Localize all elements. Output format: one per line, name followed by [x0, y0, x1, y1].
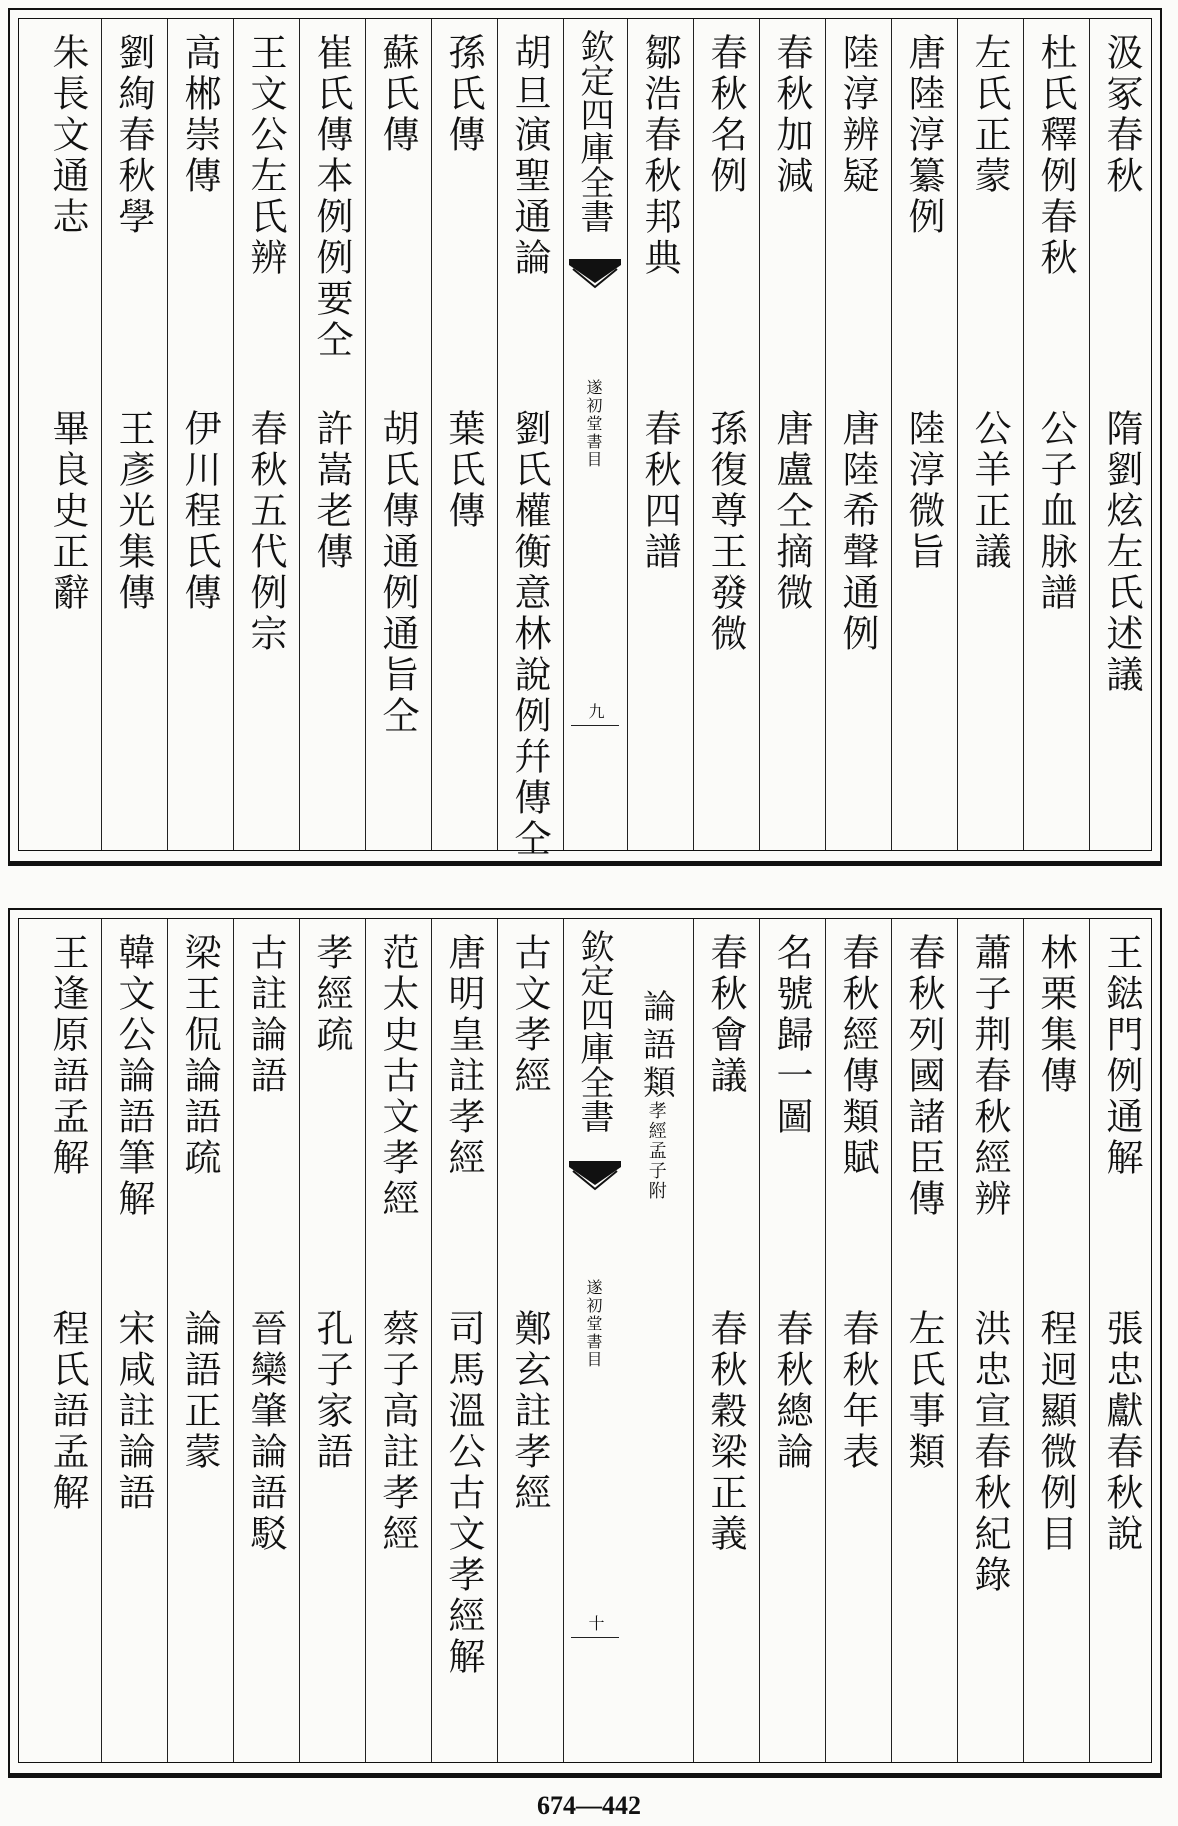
entry-title: 汲冢春秋: [1100, 33, 1143, 197]
entry-title: 崔氏傳本例例要仝: [310, 33, 353, 361]
entry-title: 張忠獻春秋說: [1100, 1309, 1143, 1555]
bottom-col-4: [891, 919, 957, 1762]
bottom-col-12: [233, 919, 299, 1762]
entry-title: 孫氏傳: [442, 33, 485, 156]
bottom-col-2: [1023, 919, 1089, 1762]
entry-title: 古文孝經: [508, 933, 551, 1097]
section-note: 孝經孟子附: [645, 1101, 667, 1201]
entry-title: 唐陸希聲通例: [836, 409, 879, 655]
top-col-2: [1023, 19, 1089, 850]
bottom-col-8: [497, 919, 563, 1762]
bottom-col-10: [365, 919, 431, 1762]
top-col-13: [233, 19, 299, 850]
top-col-4: [891, 19, 957, 850]
entry-title: 程氏語孟解: [46, 1309, 89, 1514]
entry-title: 葉氏傳: [442, 409, 485, 532]
entry-title: 王彥光集傳: [112, 409, 155, 614]
entry-title: 王文公左氏辨: [244, 33, 287, 279]
entry-title: 孝經疏: [310, 933, 353, 1056]
column-rule: [759, 919, 760, 1762]
reprint-page-number: 674—442: [537, 1791, 641, 1820]
entry-title: 隋劉炫左氏述議: [1100, 409, 1143, 696]
entry-title: 春秋會議: [704, 933, 747, 1097]
column-rule: [1089, 919, 1090, 1762]
entry-title: 劉氏權衡意林說例幷傳仝: [508, 409, 551, 860]
top-col-5: [825, 19, 891, 850]
entry-title: 韓文公論語筆解: [112, 933, 155, 1220]
entry-title: 春秋總論: [770, 1309, 813, 1473]
bottom-col-15: [35, 919, 101, 1762]
column-rule: [365, 19, 366, 850]
entry-title: 王逢原語孟解: [46, 933, 89, 1179]
top-col-12: [299, 19, 365, 850]
entry-title: 蘇氏傳: [376, 33, 419, 156]
entry-title: 公羊正議: [968, 409, 1011, 573]
column-rule: [497, 919, 498, 1762]
entry-title: 春秋列國諸臣傳: [902, 933, 945, 1220]
column-rule: [693, 919, 694, 1762]
bottom-col-3: [957, 919, 1023, 1762]
page-number: 九: [586, 703, 605, 723]
column-rule: [233, 919, 234, 1762]
entry-title: 程迥顯微例目: [1034, 1309, 1077, 1555]
entry-title: 鄭玄註孝經: [508, 1309, 551, 1514]
entry-title: 宋咸註論語: [112, 1309, 155, 1514]
upper-folio-page: [8, 8, 1162, 866]
column-rule: [563, 19, 564, 850]
entry-title: 古註論語: [244, 933, 287, 1097]
section-heading-column: [627, 919, 693, 1762]
entry-title: 高郴崇傳: [178, 33, 221, 197]
entry-title: 蔡子高註孝經: [376, 1309, 419, 1555]
entry-title: 孫復尊王發微: [704, 409, 747, 655]
column-rule: [563, 919, 564, 1762]
column-rule: [365, 919, 366, 1762]
entry-title: 陸淳微旨: [902, 409, 945, 573]
top-col-9: [497, 19, 563, 860]
column-rule: [497, 19, 498, 850]
bottom-col-14: [101, 919, 167, 1762]
entry-title: 鄒浩春秋邦典: [638, 33, 681, 279]
column-rule: [891, 919, 892, 1762]
entry-title: 梁王侃論語疏: [178, 933, 221, 1179]
upper-folio-frame: [18, 18, 1152, 860]
entry-title: 春秋經傳類賦: [836, 933, 879, 1179]
top-col-10: [431, 19, 497, 850]
entry-title: 司馬溫公古文孝經解: [442, 1309, 485, 1678]
entry-title: 伊川程氏傳: [178, 409, 221, 614]
header-title: 欽定四庫全書: [574, 929, 614, 1133]
column-rule: [431, 919, 432, 1762]
entry-title: 胡氏傳通例通旨仝: [376, 409, 419, 737]
top-col-11: [365, 19, 431, 850]
column-rule: [957, 919, 958, 1762]
column-rule: [891, 19, 892, 850]
column-rule: [1023, 19, 1024, 850]
top-col-16: [35, 19, 101, 850]
entry-title: 晉欒肇論語駁: [244, 1309, 287, 1555]
entry-title: 公子血脉譜: [1034, 409, 1077, 614]
entry-title: 陸淳辨疑: [836, 33, 879, 197]
entry-title: 范太史古文孝經: [376, 933, 419, 1220]
entry-title: 唐明皇註孝經: [442, 933, 485, 1179]
entry-title: 林栗集傳: [1034, 933, 1077, 1097]
entry-title: 洪忠宣春秋紀錄: [968, 1309, 1011, 1596]
section-heading: 論語類: [638, 989, 677, 1103]
entry-title: 蕭子荆春秋經辨: [968, 933, 1011, 1220]
bottom-col-1: [1089, 919, 1155, 1762]
column-rule: [957, 19, 958, 850]
center-fold: [563, 919, 627, 1762]
lower-folio-page: [8, 908, 1162, 1778]
entry-title: 許嵩老傳: [310, 409, 353, 573]
entry-title: 左氏正蒙: [968, 33, 1011, 197]
entry-title: 春秋年表: [836, 1309, 879, 1473]
column-rule: [101, 19, 102, 850]
entry-title: 朱長文通志: [46, 33, 89, 238]
entry-title: 畢良史正辭: [46, 409, 89, 614]
entry-title: 左氏事類: [902, 1309, 945, 1473]
entry-title: 胡旦演聖通論: [508, 33, 551, 279]
center-fold: [563, 19, 627, 850]
page-number-rule: [571, 725, 619, 726]
column-rule: [825, 19, 826, 850]
top-col-3: [957, 19, 1023, 850]
column-rule: [299, 19, 300, 850]
column-rule: [1023, 919, 1024, 1762]
hall-label: 遂初堂書目: [584, 1279, 603, 1369]
lower-folio-frame: [18, 918, 1152, 1763]
bottom-col-5: [825, 919, 891, 1762]
entry-title: 春秋穀梁正義: [704, 1309, 747, 1555]
entry-title: 孔子家語: [310, 1309, 353, 1473]
top-col-7: [693, 19, 759, 850]
entry-title: 春秋名例: [704, 33, 747, 197]
hall-label: 遂初堂書目: [584, 379, 603, 469]
column-rule: [693, 19, 694, 850]
top-col-8: [627, 19, 693, 850]
bottom-col-11: [299, 919, 365, 1762]
top-col-14: [167, 19, 233, 850]
bottom-col-13: [167, 919, 233, 1762]
entry-title: 劉絢春秋學: [112, 33, 155, 238]
entry-title: 王鍅門例通解: [1100, 933, 1143, 1179]
column-rule: [627, 19, 628, 850]
fishtail-icon: [567, 1159, 623, 1199]
top-col-1: [1089, 19, 1155, 850]
entry-title: 論語正蒙: [178, 1309, 221, 1473]
entry-title: 春秋四譜: [638, 409, 681, 573]
column-rule: [825, 919, 826, 1762]
column-rule: [759, 19, 760, 850]
entry-title: 名號歸一圖: [770, 933, 813, 1138]
page-number-rule: [571, 1637, 619, 1638]
column-rule: [233, 19, 234, 850]
entry-title: 唐陸淳纂例: [902, 33, 945, 238]
fishtail-icon: [567, 257, 623, 297]
page-number: 十: [586, 1615, 605, 1635]
header-title: 欽定四庫全書: [574, 29, 614, 233]
column-rule: [167, 919, 168, 1762]
column-rule: [1089, 19, 1090, 850]
bottom-col-7: [693, 919, 759, 1762]
bottom-col-9: [431, 919, 497, 1762]
entry-title: 春秋加減: [770, 33, 813, 197]
column-rule: [431, 19, 432, 850]
bottom-col-6: [759, 919, 825, 1762]
column-rule: [101, 919, 102, 1762]
top-col-6: [759, 19, 825, 850]
entry-title: 唐盧仝摘微: [770, 409, 813, 614]
column-rule: [167, 19, 168, 850]
top-col-15: [101, 19, 167, 850]
column-rule: [299, 919, 300, 1762]
entry-title: 杜氏釋例春秋: [1034, 33, 1077, 279]
entry-title: 春秋五代例宗: [244, 409, 287, 655]
